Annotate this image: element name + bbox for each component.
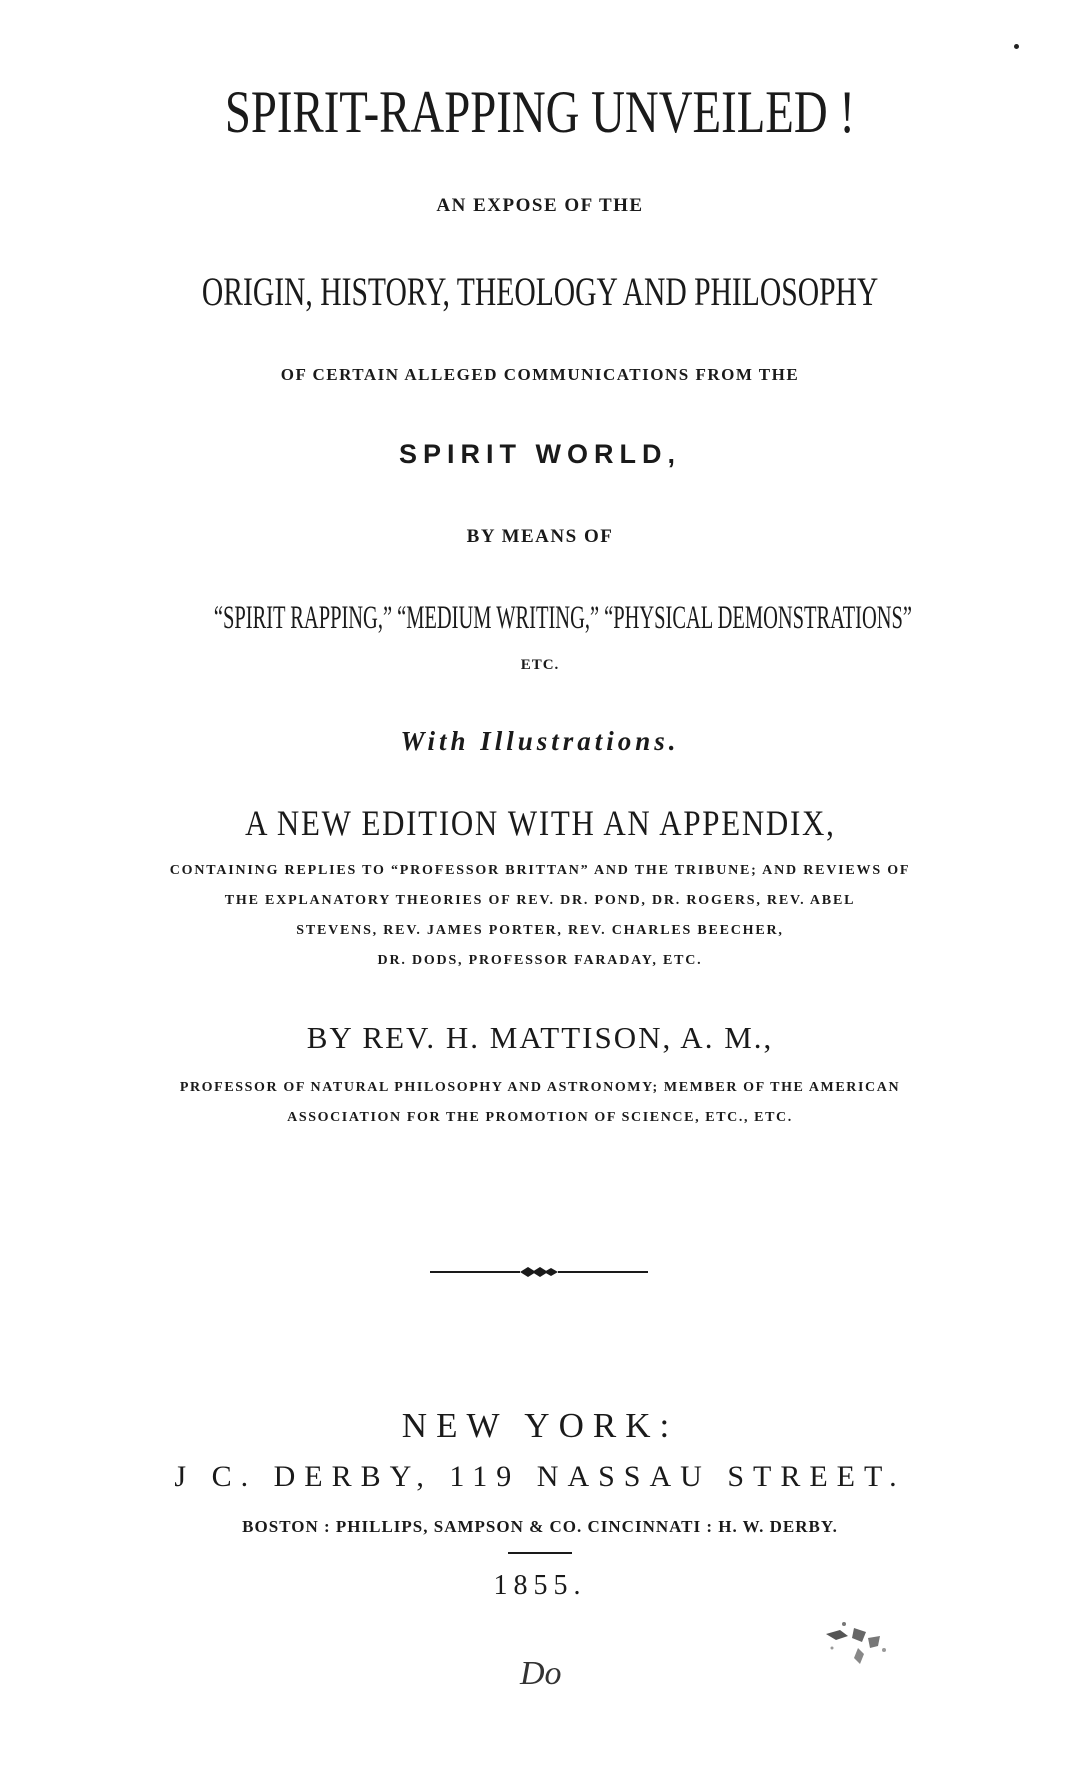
certain-line: OF CERTAIN ALLEGED COMMUNICATIONS FROM THE <box>280 365 800 384</box>
containing-line-1: CONTAINING REPLIES TO “PROFESSOR BRITTAN” AND THE TRIBUNE; AND REVIEWS OF <box>169 863 911 878</box>
author-line: BY REV. H. MATTISON, A. M., <box>306 1020 774 1055</box>
publication-year: 1855. <box>493 1570 587 1601</box>
expose-line: AN EXPOSE OF THE <box>436 195 644 216</box>
illustrations-line: With Illustrations. <box>400 726 680 756</box>
author-titles-line-1: PROFESSOR OF NATURAL PHILOSOPHY AND ASTRONOMY; MEMBER OF THE AMERICAN <box>179 1080 901 1095</box>
author-titles-line-2: ASSOCIATION FOR THE PROMOTION OF SCIENCE, ETC., ETC. <box>287 1110 793 1125</box>
etc-line: ETC. <box>520 657 560 673</box>
containing-line-3: STEVENS, REV. JAMES PORTER, REV. CHARLES BEECHER, <box>296 923 784 938</box>
city-line: NEW YORK: <box>401 1406 679 1445</box>
agents-line: BOSTON : PHILLIPS, SAMPSON & CO. CINCINNATI : H. W. DERBY. <box>242 1517 838 1536</box>
by-means-line: BY MEANS OF <box>466 526 614 547</box>
publisher-line: J C. DERBY, 119 NASSAU STREET. <box>174 1460 906 1493</box>
ornament-divider <box>0 1262 1080 1282</box>
edition-line: A NEW EDITION WITH AN APPENDIX, <box>244 803 836 843</box>
methods-line: “SPIRIT RAPPING,” “MEDIUM WRITING,” “PHYSICAL DEMONSTRATIONS” <box>213 600 913 636</box>
containing-line-4: DR. DODS, PROFESSOR FARADAY, ETC. <box>377 953 703 968</box>
handwritten-mark: Do <box>520 1655 562 1692</box>
book-title: SPIRIT-RAPPING UNVEILED ! <box>224 79 856 145</box>
library-stamp-smudge <box>818 1610 908 1670</box>
subject-line: ORIGIN, HISTORY, THEOLOGY AND PHILOSOPHY <box>201 269 879 314</box>
ink-speck <box>1014 44 1019 49</box>
spirit-world-line: SPIRIT WORLD, <box>399 439 681 469</box>
containing-line-2: THE EXPLANATORY THEORIES OF REV. DR. POND, DR. ROGERS, REV. ABEL <box>224 893 856 908</box>
year-rule <box>508 1552 572 1554</box>
